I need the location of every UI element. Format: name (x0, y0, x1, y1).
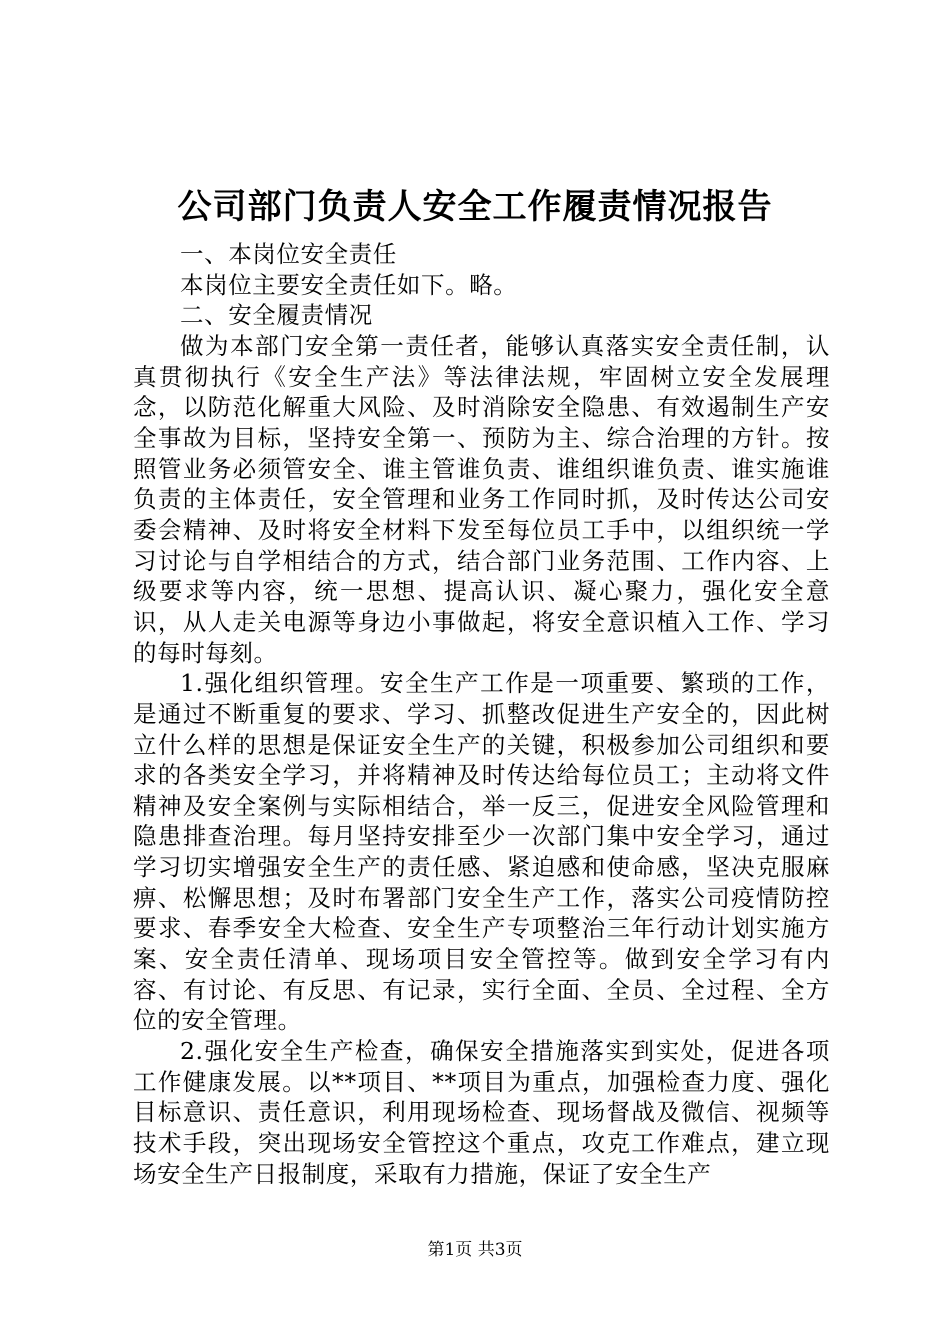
document-body (133, 239, 830, 1189)
paragraph-organization-management: 1.强化组织管理。安全生产工作是一项重要、繁琐的工作，是通过不断重复的要求、学习、抓整改促进生产安全的，因此树立什么样的思想是保证安全生产的关键，积极参加公司组织和要求的各类安全学习，并将精神及时传达给每位员工；主动将文件精神及安全案例与实际相结合，举一反三，促进安全风险管理和隐患排查治理。每月坚持安排至少一次部门集中安全学习，通过学习切实增强安全生产的责任感、紧迫感和使命感，坚决克服麻痹、松懈思想；及时布署部门安全生产工作，落实公司疫情防控要求、春季安全大检查、安全生产专项整治三年行动计划实施方案、安全责任清单、现场项目安全管控等。做到安全学习有内容、有讨论、有反思、有记录，实行全面、全员、全过程、全方位的安全管理。 (133, 669, 830, 1035)
paragraph-safety-inspection: 2.强化安全生产检查，确保安全措施落实到实处，促进各项工作健康发展。以**项目、**项目为重点，加强检查力度、强化目标意识、责任意识，利用现场检查、现场督战及微信、视频等技术手段，突出现场安全管控这个重点，攻克工作难点，建立现场安全生产日报制度，采取有力措施，保证了安全生产 (133, 1037, 830, 1188)
document-title: 公司部门负责人安全工作履责情况报告 (177, 187, 773, 227)
paragraph-responsibility-overview: 做为本部门安全第一责任者，能够认真落实安全责任制，认真贯彻执行《安全生产法》等法律法规，牢固树立安全发展理念，以防范化解重大风险、及时消除安全隐患、有效遏制生产安全事故为目标，坚持安全第一、预防为主、综合治理的方针。按照管业务必须管安全、谁主管谁负责、谁组织谁负责、谁实施谁负责的主体责任，安全管理和业务工作同时抓，及时传达公司安委会精神、及时将安全材料下发至每位员工手中，以组织统一学习讨论与自学相结合的方式，结合部门业务范围、工作内容、上级要求等内容，统一思想、提高认识、凝心聚力，强化安全意识，从人走关电源等身边小事做起，将安全意识植入工作、学习的每时每刻。 (133, 331, 830, 667)
section-1-text: 本岗位主要安全责任如下。略。 (180, 270, 518, 299)
section-2-heading: 二、安全履责情况 (180, 301, 373, 330)
section-1-heading: 一、本岗位安全责任 (180, 240, 397, 268)
page-number-footer: 第1页 共3页 (427, 1240, 523, 1260)
